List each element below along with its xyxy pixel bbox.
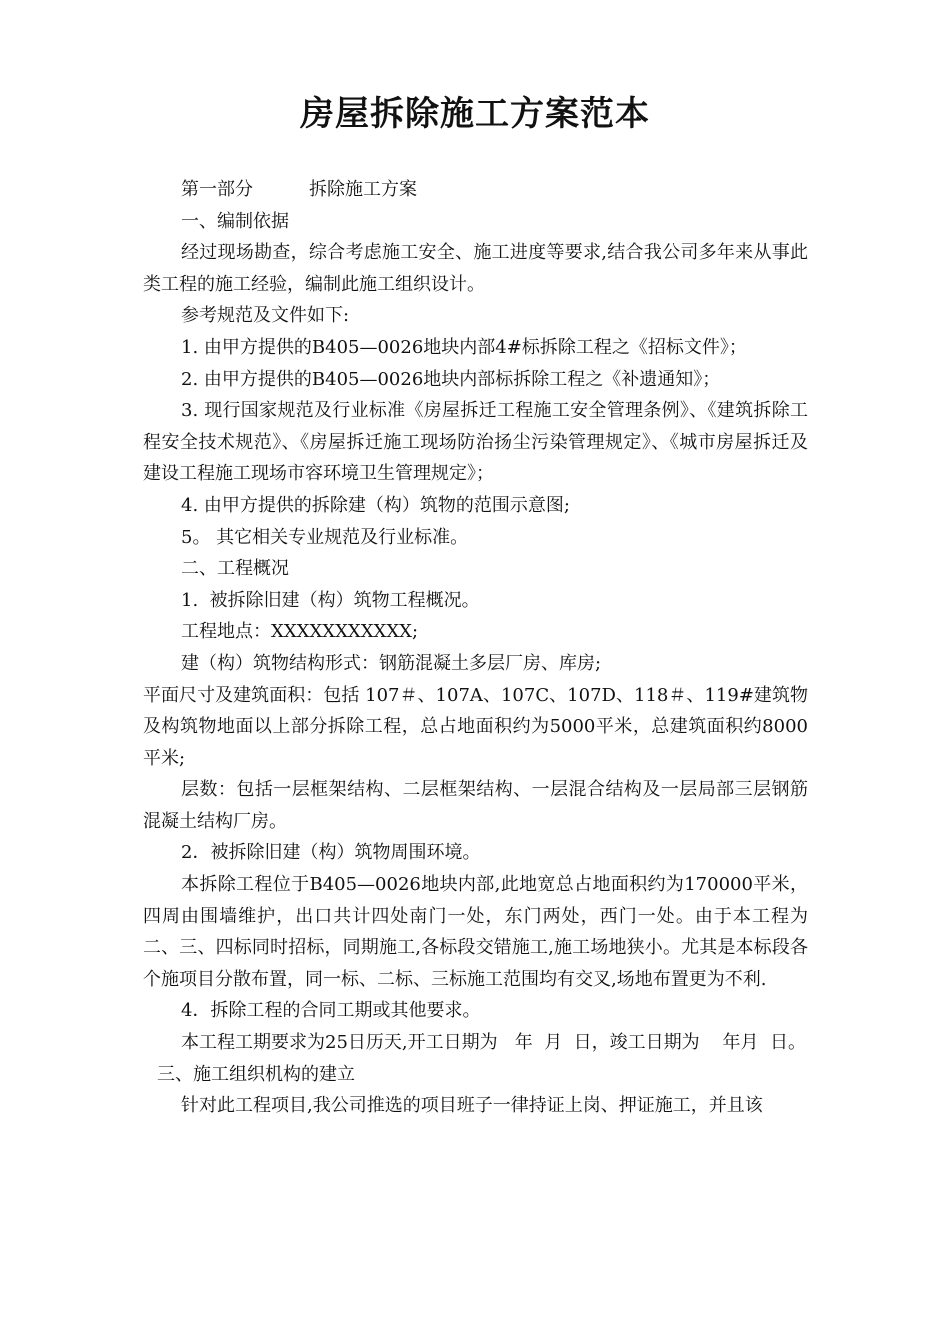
section-heading-organization: 三、施工组织机构的建立: [157, 1063, 355, 1085]
section-heading-overview: 二、工程概况: [181, 558, 289, 580]
part-heading: [143, 174, 808, 206]
reference-item-3: 3. 现行国家规范及行业标准《房屋拆迁工程施工安全管理条例》、《建筑拆除工程安全技术规范》、《房屋拆迁施工现场防治扬尘污染管理规定》、《城市房屋拆迁及建设工程施工现场市容环境卫生管理规定》；: [143, 400, 808, 485]
part-label: 第一部分: [181, 179, 253, 200]
paragraph-schedule: 本工程工期要求为25日历天,开工日期为 年 月 日，竣工日期为 年月 日。: [181, 1032, 807, 1054]
paragraph-basis-intro: 经过现场勘查，综合考虑施工安全、施工进度等要求,结合我公司多年来从事此类工程的施工经验，编制此施工组织设计。: [143, 242, 808, 295]
reference-item-5: 5。 其它相关专业规范及行业标准。: [181, 526, 469, 548]
reference-item-2: 2. 由甲方提供的B405—0026地块内部标拆除工程之《补遗通知》；: [181, 368, 721, 390]
paragraph-organization: 针对此工程项目,我公司推选的项目班子一律持证上岗、押证施工，并且该: [181, 1095, 763, 1117]
paragraph-refs-intro: 参考规范及文件如下:: [181, 305, 350, 327]
subheading-overview: 1. 被拆除旧建（构）筑物工程概况。: [181, 589, 480, 611]
document-body: [143, 174, 808, 1122]
paragraph-area: 平面尺寸及建筑面积：包括 107＃、107A、107C、107D、118＃、119#建筑物及构筑物地面以上部分拆除工程，总占地面积约为5000平米，总建筑面积约8000平米;: [143, 684, 808, 769]
section-heading-basis: 一、编制依据: [181, 210, 289, 232]
paragraph-environment: 本拆除工程位于B405—0026地块内部,此地宽总占地面积约为170000平米，四周由围墙维护，出口共计四处南门一处，东门两处，西门一处。由于本工程为二、三、四标同时招标，同期施工,各标段交错施工,施工场地狭小。尤其是本标段各个施项目分散布置，同一标、二标、三标施工范围均有交叉,场地布置更为不利.: [143, 874, 808, 990]
paragraph-location: 工程地点：XXXXXXXXXXX;: [181, 621, 419, 643]
paragraph-structure: 建（构）筑物结构形式：钢筋混凝土多层厂房、库房;: [181, 652, 602, 674]
subheading-environment: 2．被拆除旧建（构）筑物周围环境。: [181, 842, 481, 864]
reference-item-4: 4. 由甲方提供的拆除建（构）筑物的范围示意图;: [181, 494, 570, 516]
reference-item-1: 1. 由甲方提供的B405—0026地块内部4#标拆除工程之《招标文件》；: [181, 336, 747, 358]
part-title: 拆除施工方案: [309, 179, 417, 200]
document-title: 房屋拆除施工方案范本: [300, 94, 650, 134]
paragraph-floors: 层数：包括一层框架结构、二层框架结构、一层混合结构及一层局部三层钢筋混凝土结构厂房。: [143, 779, 808, 832]
subheading-schedule: 4．拆除工程的合同工期或其他要求。: [181, 1000, 481, 1022]
